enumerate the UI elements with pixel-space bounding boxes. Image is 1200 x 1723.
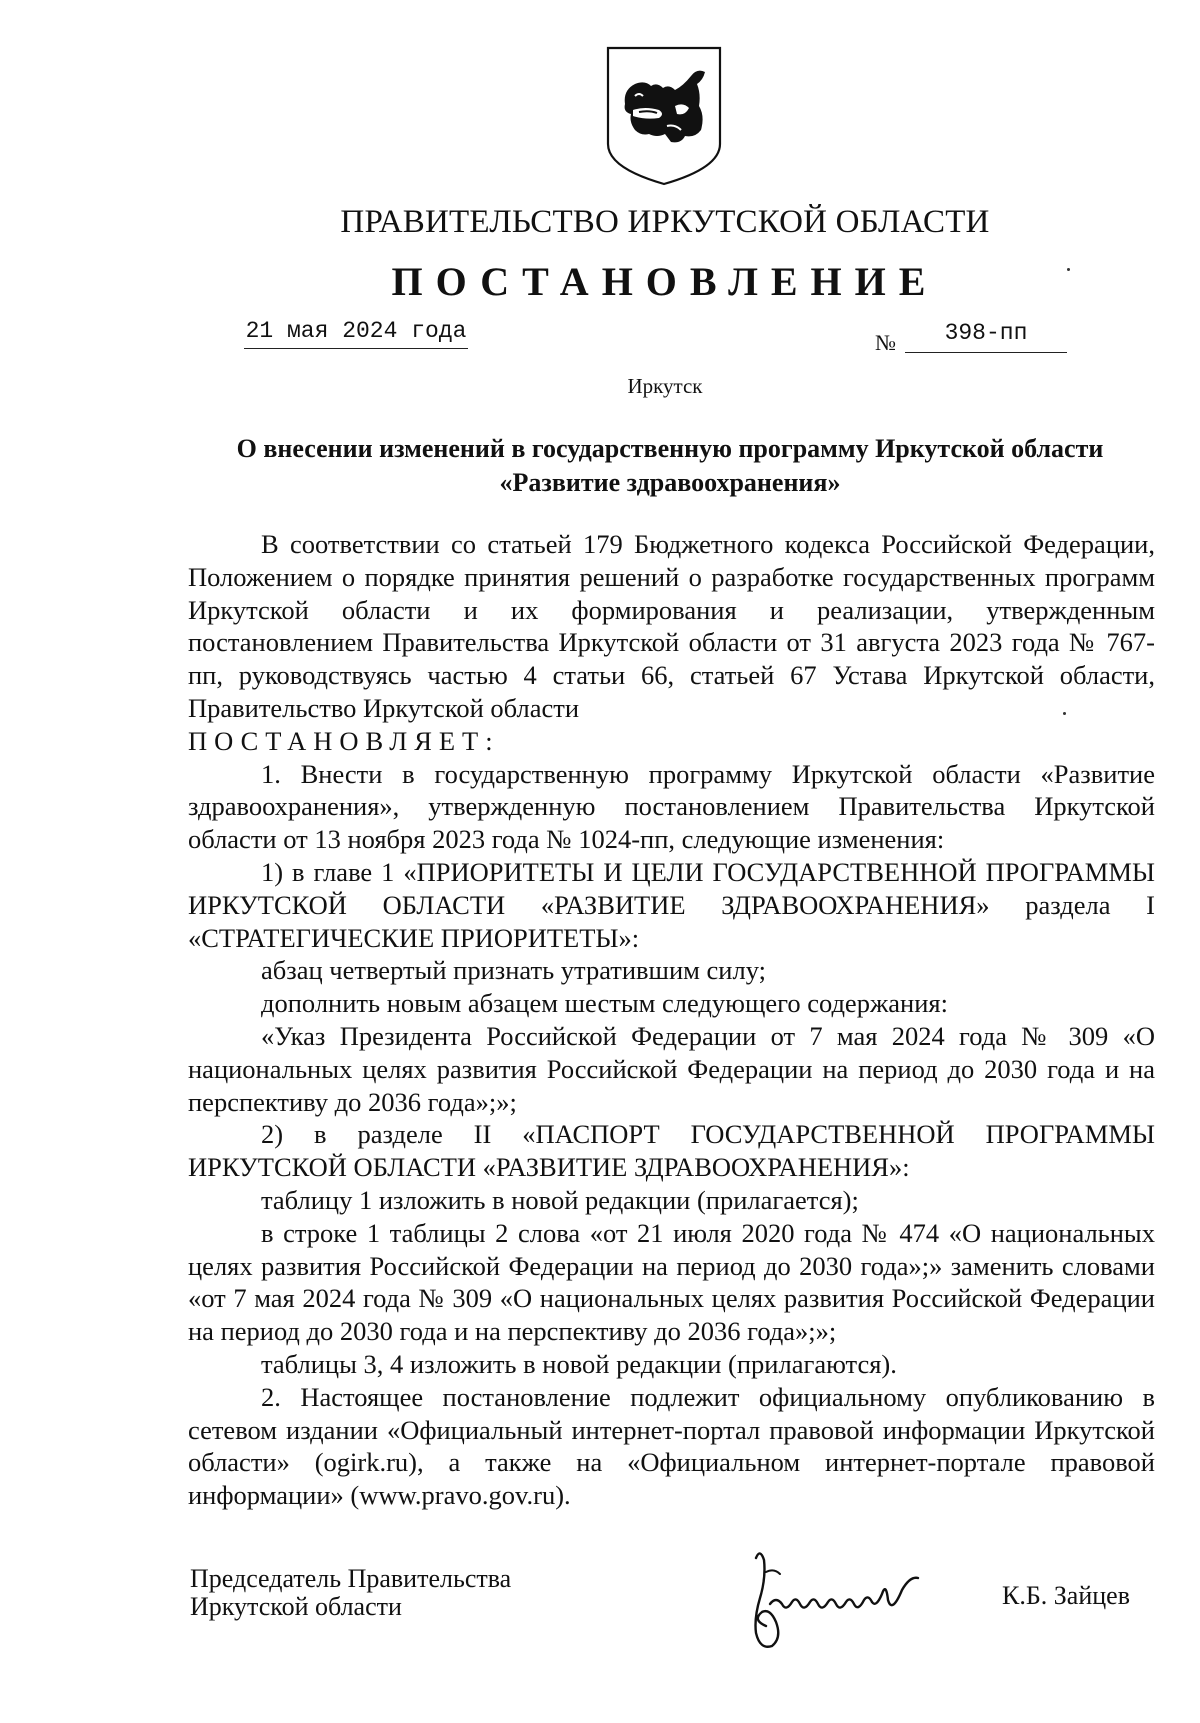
document-title: О внесении изменений в государственную программу Иркутской области «Развитие здравоохранения» bbox=[236, 434, 1104, 497]
document-number: 398-пп bbox=[944, 320, 1028, 346]
handwritten-signature-icon bbox=[726, 1538, 966, 1668]
paragraph: 2) в разделе II «ПАСПОРТ ГОСУДАРСТВЕННОЙ ПРОГРАММЫ ИРКУТСКОЙ ОБЛАСТИ «РАЗВИТИЕ ЗДРАВООХРАНЕНИЯ»: bbox=[188, 1119, 1155, 1183]
city-name: Иркутск bbox=[627, 374, 703, 398]
signer-position bbox=[190, 1565, 511, 1621]
paragraph: 1) в главе 1 «ПРИОРИТЕТЫ И ЦЕЛИ ГОСУДАРСТВЕННОЙ ПРОГРАММЫ ИРКУТСКОЙ ОБЛАСТИ «РАЗВИТИЕ ЗДРАВООХРАНЕНИЯ» раздела I «СТРАТЕГИЧЕСКИЕ ПРИОРИТЕТЫ»: bbox=[188, 856, 1155, 953]
paragraph: дополнить новым абзацем шестым следующего содержания: bbox=[261, 988, 948, 1019]
paragraph: «Указ Президента Российской Федерации от 7 мая 2024 года № 309 «О национальных целях развития Российской Федерации на период до 2030 года и на перспективу до 2036 года»;»; bbox=[188, 1020, 1155, 1117]
signer-position-line: Председатель Правительства bbox=[190, 1564, 512, 1593]
signer-name: К.Б. Зайцев bbox=[1002, 1581, 1130, 1610]
scan-speck bbox=[1067, 268, 1070, 271]
paragraph: в строке 1 таблицы 2 слова «от 21 июля 2020 года № 474 «О национальных целях развития Российской Федерации на период до 2030 года»;» заменить словами «от 7 мая 2024 года № 309 «О национальных целях развития Российской Федерации на период до 2030 года и на перспективу до 2036 года»;»; bbox=[188, 1217, 1155, 1347]
government-name: ПРАВИТЕЛЬСТВО ИРКУТСКОЙ ОБЛАСТИ bbox=[340, 204, 990, 240]
paragraph-decree: ПОСТАНОВЛЯЕТ: bbox=[188, 725, 500, 756]
paragraph: 2. Настоящее постановление подлежит официальному опубликованию в сетевом издании «Официальный интернет-портал правовой информации Иркутской области» (ogirk.ru), а также на «Официальном интернет-портале правовой информации» (www.pravo.gov.ru). bbox=[188, 1381, 1155, 1511]
number-sign: № bbox=[875, 330, 896, 355]
document-body bbox=[188, 528, 1155, 1512]
coat-of-arms-icon bbox=[605, 46, 723, 186]
paragraph: абзац четвертый признать утратившим силу; bbox=[261, 955, 766, 986]
number-field bbox=[905, 312, 1067, 353]
document-type: ПОСТАНОВЛЕНИЕ bbox=[391, 259, 939, 304]
paragraph: 1. Внести в государственную программу Иркутской области «Развитие здравоохранения», утвержденную постановлением Правительства Иркутской области от 13 ноября 2023 года № 1024-пп, следующие изменения: bbox=[188, 758, 1155, 855]
scan-speck bbox=[1063, 712, 1066, 715]
date-field bbox=[244, 312, 468, 349]
document-date: 21 мая 2024 года bbox=[245, 318, 467, 344]
paragraph: В соответствии со статьей 179 Бюджетного кодекса Российской Федерации, Положением о порядке принятия решений о разработке государственных программ Иркутской области и их формирования и реализации, утвержденным постановлением Правительства Иркутской области от 31 августа 2023 года № 767-пп, руководствуясь частью 4 статьи 66, статьей 67 Устава Иркутской области, Правительство Иркутской области bbox=[188, 529, 1155, 723]
signer-position-line: Иркутской области bbox=[190, 1592, 402, 1621]
paragraph: таблицу 1 изложить в новой редакции (прилагается); bbox=[261, 1184, 859, 1215]
paragraph: таблицы 3, 4 изложить в новой редакции (прилагаются). bbox=[261, 1348, 897, 1379]
